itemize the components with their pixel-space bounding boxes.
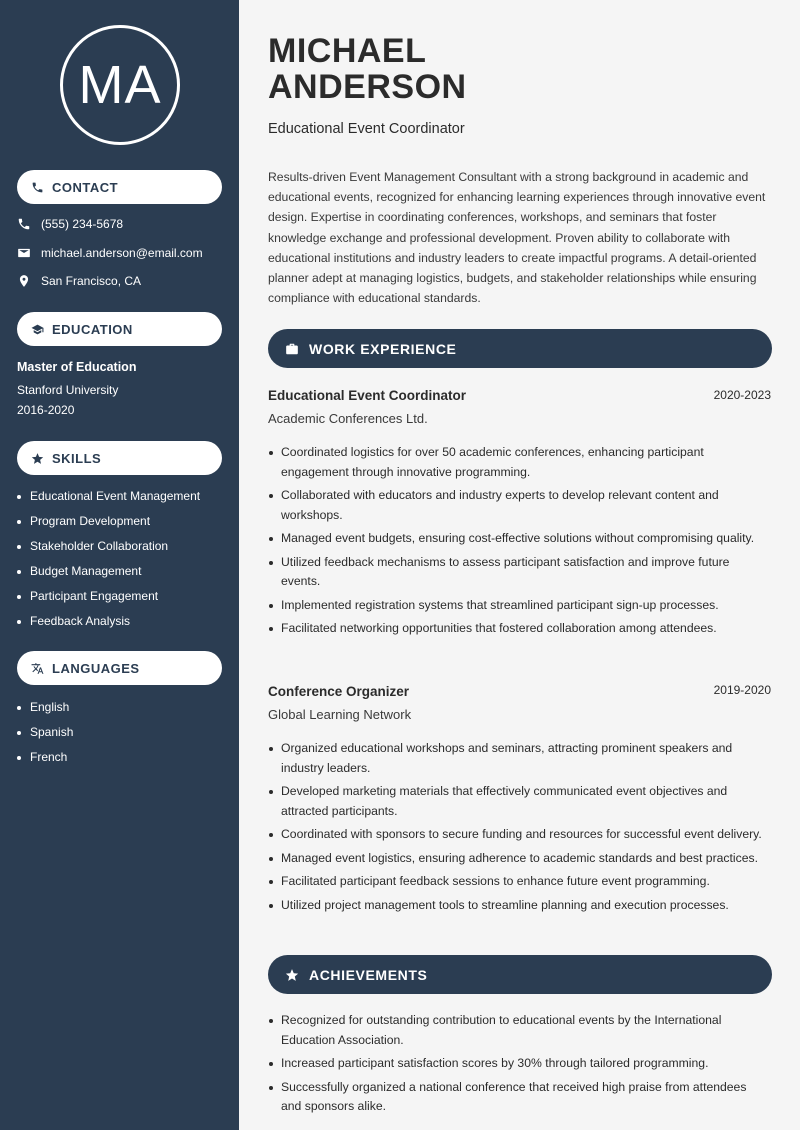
education-section-header xyxy=(17,312,222,346)
job-title: Educational Event Coordinator xyxy=(268,121,465,137)
job-bullet: Facilitated networking opportunities that fostered collaboration among attendees. xyxy=(268,619,768,639)
phone-icon xyxy=(31,181,44,194)
education-degree: Master of Education xyxy=(17,360,137,374)
skill-item: Feedback Analysis xyxy=(17,613,200,638)
skill-item: Program Development xyxy=(17,513,200,538)
job-role: Educational Event Coordinator xyxy=(268,388,467,403)
graduation-cap-icon xyxy=(31,323,44,336)
job-company: Global Learning Network xyxy=(268,707,412,722)
achievement-item: Increased participant satisfaction scores by 30% through tailored programming. xyxy=(268,1054,768,1074)
summary: Results-driven Event Management Consultant with a strong background in academic and educational events, recognized for enhancing learning experiences through innovative event design. Expertise in coordinating conferences, workshops, and seminars that foster knowledge exchange and professional development. Proven ability to collaborate with educational institutions and industry leaders to create impactful programs. A detail-oriented planner adept at managing logistics, budgets, and stakeholder relationships while ensuring compliance with educational standards. xyxy=(268,170,766,306)
phone-icon xyxy=(17,217,31,231)
job-bullet: Facilitated participant feedback sessions to enhance future event programming. xyxy=(268,872,768,892)
contact-heading: CONTACT xyxy=(52,179,119,195)
star-icon xyxy=(31,452,44,465)
education-years: 2016-2020 xyxy=(17,403,75,417)
language-item: English xyxy=(17,699,73,724)
achievements-list xyxy=(268,1011,768,1121)
candidate-name xyxy=(268,33,467,105)
job-bullet: Developed marketing materials that effectively communicated event objectives and attracted participants. xyxy=(268,782,768,821)
skills-list xyxy=(17,488,200,638)
job-role: Conference Organizer xyxy=(268,684,410,699)
language-item: Spanish xyxy=(17,724,73,749)
skill-item: Budget Management xyxy=(17,563,200,588)
language-item: French xyxy=(17,749,73,774)
job-years: 2020-2023 xyxy=(713,388,771,402)
job-bullet: Utilized project management tools to streamline planning and execution processes. xyxy=(268,896,768,916)
name-last: ANDERSON xyxy=(268,68,467,106)
name-first: MICHAEL xyxy=(268,32,427,70)
languages-heading: LANGUAGES xyxy=(52,660,140,676)
job-bullet: Coordinated with sponsors to secure funding and resources for successful event delivery. xyxy=(268,825,768,845)
achievements-heading: ACHIEVEMENTS xyxy=(309,966,428,983)
contact-phone xyxy=(17,217,123,231)
briefcase-icon xyxy=(285,342,299,356)
job-bullets xyxy=(268,443,768,643)
work-experience-heading: WORK EXPERIENCE xyxy=(309,340,457,357)
languages-section-header xyxy=(17,651,222,685)
map-pin-icon xyxy=(17,274,31,288)
job-bullet: Organized educational workshops and seminars, attracting prominent speakers and industry leaders. xyxy=(268,739,768,778)
work-experience-header xyxy=(268,329,772,368)
languages-list xyxy=(17,699,73,774)
translate-icon xyxy=(31,662,44,675)
contact-phone-text: (555) 234-5678 xyxy=(41,217,124,231)
contact-email-text[interactable]: michael.anderson@email.com xyxy=(41,246,203,260)
job-bullet: Managed event logistics, ensuring adherence to academic standards and best practices. xyxy=(268,849,768,869)
job-bullet: Utilized feedback mechanisms to assess participant satisfaction and improve future events. xyxy=(268,553,768,592)
avatar: MA xyxy=(60,25,180,145)
star-icon xyxy=(285,968,299,982)
skills-heading: SKILLS xyxy=(52,450,102,466)
job-bullet: Collaborated with educators and industry experts to develop relevant content and workshops. xyxy=(268,486,768,525)
job-bullets xyxy=(268,739,768,919)
education-heading: EDUCATION xyxy=(52,321,133,337)
job-years: 2019-2020 xyxy=(713,683,771,697)
job-bullet: Coordinated logistics for over 50 academic conferences, enhancing participant engagement through innovative programming. xyxy=(268,443,768,482)
job-bullet: Implemented registration systems that streamlined participant sign-up processes. xyxy=(268,596,768,616)
education-school: Stanford University xyxy=(17,383,119,397)
envelope-icon xyxy=(17,246,31,260)
skill-item: Educational Event Management xyxy=(17,488,200,513)
achievement-item: Recognized for outstanding contribution to educational events by the International Education Association. xyxy=(268,1011,768,1050)
skills-section-header xyxy=(17,441,222,475)
job-company: Academic Conferences Ltd. xyxy=(268,411,428,426)
skill-item: Stakeholder Collaboration xyxy=(17,538,200,563)
job-bullet: Managed event budgets, ensuring cost-effective solutions without compromising quality. xyxy=(268,529,768,549)
contact-location xyxy=(17,274,141,288)
skill-item: Participant Engagement xyxy=(17,588,200,613)
contact-email xyxy=(17,246,203,260)
achievement-item: Successfully organized a national conference that received high praise from attendees and sponsors alike. xyxy=(268,1078,768,1117)
contact-section-header xyxy=(17,170,222,204)
contact-location-text: San Francisco, CA xyxy=(41,274,142,288)
achievements-header xyxy=(268,955,772,994)
sidebar xyxy=(0,0,239,1130)
